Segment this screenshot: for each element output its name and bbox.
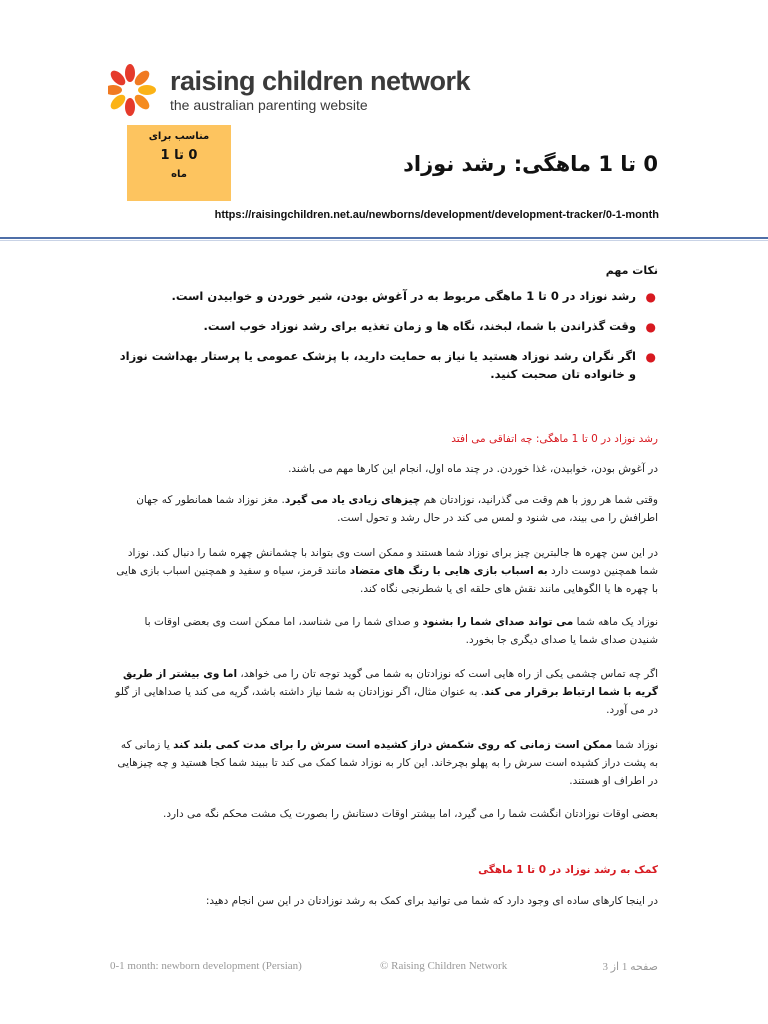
emphasis-text: به اسباب بازی هایی با رنگ های متضاد [349, 565, 548, 577]
text-run: وقتی شما هر روز با هم وقت می گذرانید، نوزادتان هم [420, 494, 658, 506]
age-badge [127, 125, 231, 201]
key-point-text: اگر نگران رشد نوزاد هستید یا نیاز به حمایت دارید، با پزشک عمومی یا پرستار بهداشت نوزاد و خانواده تان صحبت کنید. [119, 349, 636, 381]
key-point-text: وقت گذراندن با شما، لبخند، نگاه ها و زمان تغذیه برای رشد نوزاد خوب است. [203, 319, 636, 333]
paragraph [113, 491, 658, 527]
footer-document-name: 0-1 month: newborn development (Persian) [110, 960, 302, 972]
header-divider-shadow [0, 240, 768, 241]
text-run: نوزاد شما [612, 739, 658, 751]
paragraph [113, 736, 658, 790]
bullet-icon: ● [645, 350, 656, 364]
section-heading-what-happens: رشد نوزاد در 0 تا 1 ماهگی: چه اتفاقی می افتد [451, 433, 658, 445]
text-run: نوزاد یک ماهه شما [573, 616, 658, 628]
paragraph: بعضی اوقات نوزادتان انگشت شما را می گیرد، اما بیشتر اوقات دستانش را بصورت یک مشت محکم نگه می دارد. [163, 808, 658, 820]
text-run: و صدای شما را می شناسد، اما ممکن است وی بعضی اوقات با شنیدن صدای شما یا صدای دیگری جا بخورد. [144, 616, 658, 646]
age-badge-line1: مناسب برای [148, 131, 210, 142]
age-badge-range: 0 تا 1 [160, 148, 198, 163]
text-run: مانند قرمز، سیاه و سفید و همچنین اسباب بازی هایی با چهره ها یا الگوهایی مانند نقش های حلقه ای یا شطرنجی نگاه کند. [116, 565, 658, 595]
section-heading-helping: کمک به رشد نوزاد در 0 تا 1 ماهگی [478, 864, 658, 876]
bullet-icon: ● [645, 320, 656, 334]
text-run: در این سن چهره ها جالبترین چیز برای نوزاد شما هستند و ممکن است وی بتواند با چشمانش چهره شما را دنبال کند. نوزاد شما همچنین دوست دارد [127, 547, 658, 577]
text-run: . مغز نوزاد شما همانطور که جهان اطرافش را می بیند، می شنود و لمس می کند در حال رشد و تحول است. [136, 494, 658, 524]
paragraph: در اینجا کارهای ساده ای وجود دارد که شما می توانید برای کمک به رشد نوزادتان در این سن انجام دهید: [205, 895, 658, 907]
key-points-list [118, 287, 658, 395]
paragraph: در آغوش بودن، خوابیدن، غذا خوردن. در چند ماه اول، انجام این کارها مهم می باشند. [288, 463, 658, 475]
header-divider [0, 237, 768, 239]
source-url[interactable]: https://raisingchildren.net.au/newborns/development/development-tracker/0-1-month [214, 209, 659, 221]
footer-copyright: © Raising Children Network [380, 960, 508, 972]
emphasis-text: اما وی بیشتر از طریق گریه با شما ارتباط برقرار می کند [123, 668, 658, 698]
text-run: اگر چه تماس چشمی یکی از راه هایی است که نوزادتان به شما می گوید توجه تان را می خواهد، [237, 668, 658, 680]
text-run: . به عنوان مثال، اگر نوزادتان به شما نیاز داشته باشد، گریه می کند یا صداهایی از گلو در می آورد. [115, 686, 658, 716]
key-point-item [118, 347, 658, 383]
footer-page-number: صفحه 1 از 3 [602, 961, 658, 973]
key-point-item [118, 317, 658, 335]
brand-name: raising children network [170, 66, 471, 96]
brand-tagline: the australian parenting website [170, 97, 368, 113]
logo-flower-icon [108, 60, 166, 116]
text-run: یا زمانی که به پشت دراز کشیده است سرش را به پهلو بچرخاند. این کار به نوزاد شما کمک می کند تا ببیند شما کجا هستید و چه چیزهایی در اطراف او هستند. [117, 739, 658, 787]
age-badge-unit: ماه [171, 169, 187, 180]
key-point-item [118, 287, 658, 305]
emphasis-text: ممکن است زمانی که روی شکمش دراز کشیده است سرش را برای مدت کمی بلند کند [173, 739, 613, 751]
paragraph [113, 613, 658, 649]
brand-logo [108, 60, 471, 116]
bullet-icon: ● [645, 290, 656, 304]
page-title: 0 تا 1 ماهگی: رشد نوزاد [403, 152, 658, 176]
key-point-text: رشد نوزاد در 0 تا 1 ماهگی مربوط به در آغوش بودن، شیر خوردن و خوابیدن است. [171, 289, 636, 303]
emphasis-text: می تواند صدای شما را بشنود [422, 616, 574, 628]
emphasis-text: چیزهای زیادی یاد می گیرد [284, 494, 421, 506]
paragraph [113, 665, 658, 719]
key-points-heading: نکات مهم [605, 264, 658, 277]
paragraph [113, 544, 658, 598]
